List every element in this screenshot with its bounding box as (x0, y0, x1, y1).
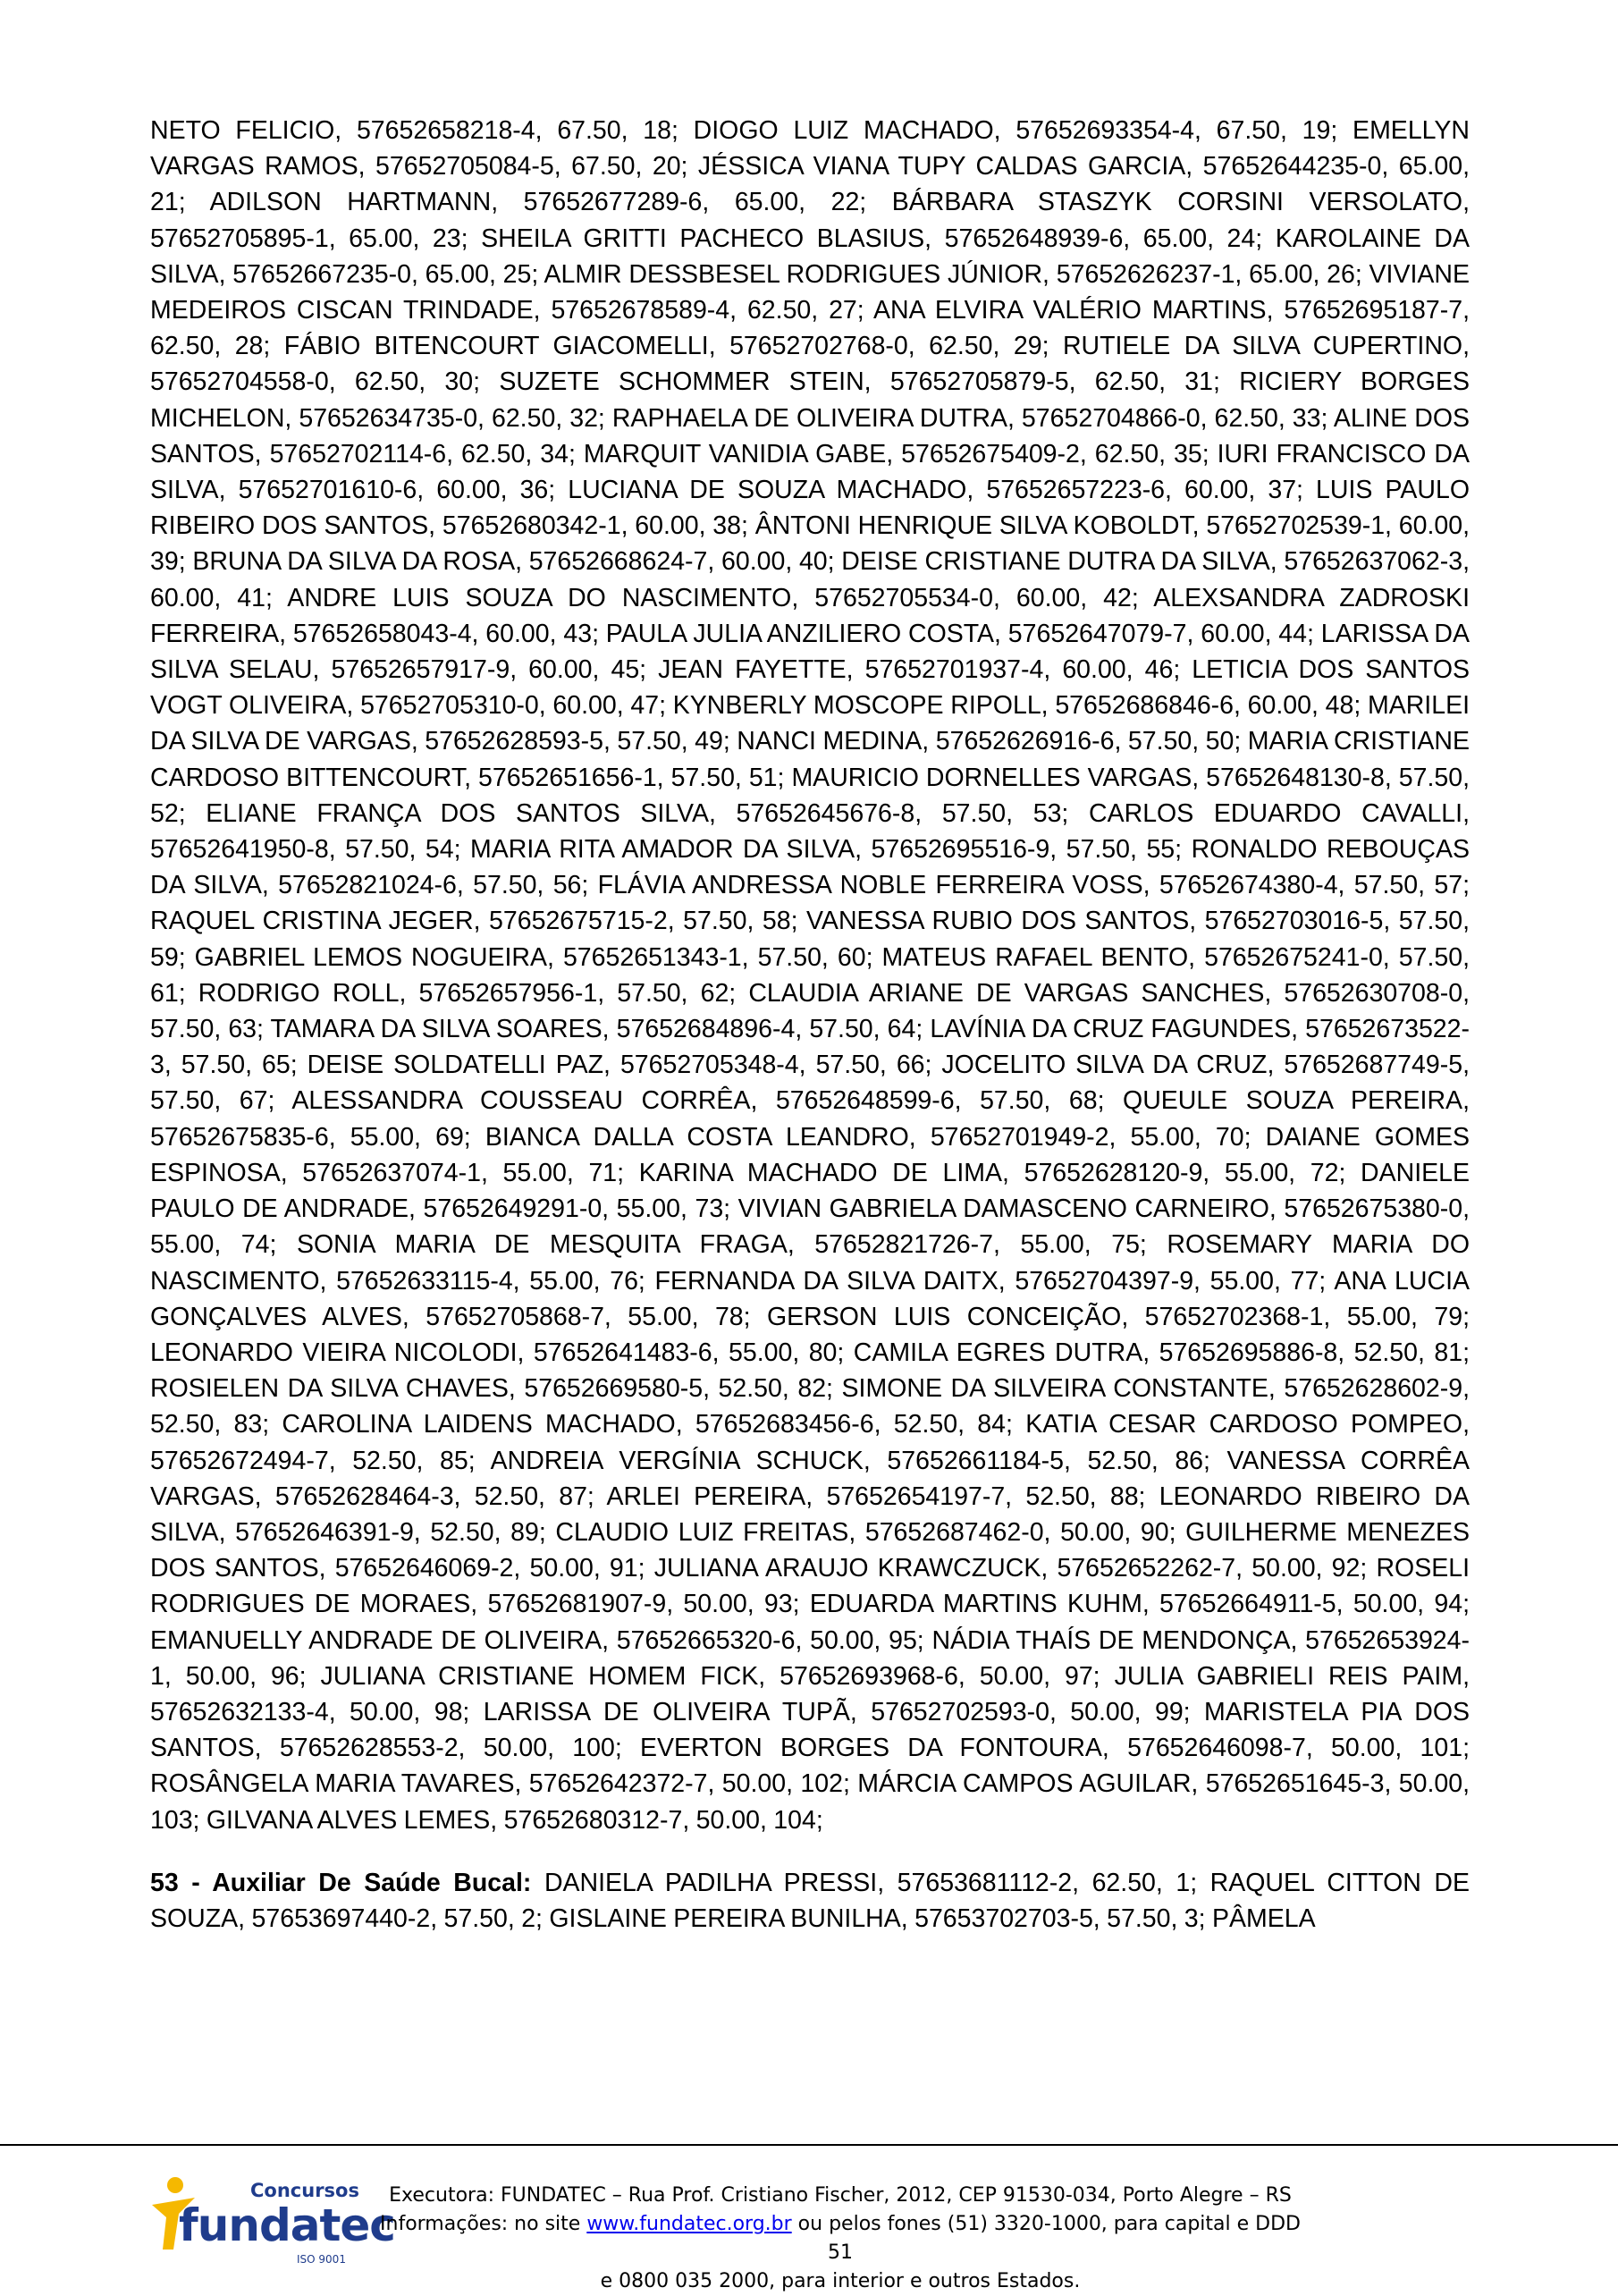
logo-fundatec-text: fundatec (179, 2199, 395, 2251)
footer-info (375, 2210, 1305, 2267)
fundatec-logo (143, 2174, 395, 2273)
footer-phones: e 0800 035 2000, para interior e outros Estados. (600, 2270, 1081, 2292)
section-candidates: DANIELA PADILHA PRESSI, 57653681112-2, 62.50, 1; RAQUEL CITTON DE SOUZA, 57653697440-2, 57.50, 2; GISLAINE PEREIRA BUNILHA, 57653702703-5, 57.50, 3; PÂMELA (150, 1868, 1470, 1933)
section-paragraph (150, 1865, 1470, 1937)
logo-iso-text: ISO 9001 (297, 2253, 346, 2266)
section-heading: 53 - Auxiliar De Saúde Bucal: (150, 1868, 532, 1897)
document-body (150, 113, 1470, 1937)
footer-info-suffix: ou pelos fones (51) 3320-1000, para capital e DDD 51 (791, 2213, 1301, 2264)
candidate-list-paragraph: NETO FELICIO, 57652658218-4, 67.50, 18; DIOGO LUIZ MACHADO, 57652693354-4, 67.50, 19; EMELLYN VARGAS RAMOS, 57652705084-5, 67.50, 20; JÉSSICA VIANA TUPY CALDAS GARCIA, 57652644235-0, 65.00, 21; ADILSON HARTMANN, 57652677289-6, 65.00, 22; BÁRBARA STASZYK CORSINI VERSOLATO, 57652705895-1, 65.00, 23; SHEILA GRITTI PACHECO BLASIUS, 57652648939-6, 65.00, 24; KAROLAINE DA SILVA, 57652667235-0, 65.00, 25; ALMIR DESSBESEL RODRIGUES JÚNIOR, 57652626237-1, 65.00, 26; VIVIANE MEDEIROS CISCAN TRINDADE, 57652678589-4, 62.50, 27; ANA ELVIRA VALÉRIO MARTINS, 57652695187-7, 62.50, 28; FÁBIO BITENCOURT GIACOMELLI, 57652702768-0, 62.50, 29; RUTIELE DA SILVA CUPERTINO, 57652704558-0, 62.50, 30; SUZETE SCHOMMER STEIN, 57652705879-5, 62.50, 31; RICIERY BORGES MICHELON, 57652634735-0, 62.50, 32; RAPHAELA DE OLIVEIRA DUTRA, 57652704866-0, 62.50, 33; ALINE DOS SANTOS, 57652702114-6, 62.50, 34; MARQUIT VANIDIA GABE, 57652675409-2, 62.50, 35; IURI FRANCISCO DA SILVA, 57652701610-6, 60.00, 36; LUCIANA DE SOUZA MACHADO, 57652657223-6, 60.00, 37; LUIS PAULO RIBEIRO DOS SANTOS, 57652680342-1, 60.00, 38; ÂNTONI HENRIQUE SILVA KOBOLDT, 57652702539-1, 60.00, 39; BRUNA DA SILVA DA ROSA, 57652668624-7, 60.00, 40; DEISE CRISTIANE DUTRA DA SILVA, 57652637062-3, 60.00, 41; ANDRE LUIS SOUZA DO NASCIMENTO, 57652705534-0, 60.00, 42; ALEXSANDRA ZADROSKI FERREIRA, 57652658043-4, 60.00, 43; PAULA JULIA ANZILIERO COSTA, 57652647079-7, 60.00, 44; LARISSA DA SILVA SELAU, 57652657917-9, 60.00, 45; JEAN FAYETTE, 57652701937-4, 60.00, 46; LETICIA DOS SANTOS VOGT OLIVEIRA, 57652705310-0, 60.00, 47; KYNBERLY MOSCOPE RIPOLL, 57652686846-6, 60.00, 48; MARILEI DA SILVA DE VARGAS, 57652628593-5, 57.50, 49; NANCI MEDINA, 57652626916-6, 57.50, 50; MARIA CRISTIANE CARDOSO BITTENCOURT, 57652651656-1, 57.50, 51; MAURICIO DORNELLES VARGAS, 57652648130-8, 57.50, 52; ELIANE FRANÇA DOS SANTOS SILVA, 57652645676-8, 57.50, 53; CARLOS EDUARDO CAVALLI, 57652641950-8, 57.50, 54; MARIA RITA AMADOR DA SILVA, 57652695516-9, 57.50, 55; RONALDO REBOUÇAS DA SILVA, 57652821024-6, 57.50, 56; FLÁVIA ANDRESSA NOBLE FERREIRA VOSS, 57652674380-4, 57.50, 57; RAQUEL CRISTINA JEGER, 57652675715-2, 57.50, 58; VANESSA RUBIO DOS SANTOS, 57652703016-5, 57.50, 59; GABRIEL LEMOS NOGUEIRA, 57652651343-1, 57.50, 60; MATEUS RAFAEL BENTO, 57652675241-0, 57.50, 61; RODRIGO ROLL, 57652657956-1, 57.50, 62; CLAUDIA ARIANE DE VARGAS SANCHES, 57652630708-0, 57.50, 63; TAMARA DA SILVA SOARES, 57652684896-4, 57.50, 64; LAVÍNIA DA CRUZ FAGUNDES, 57652673522-3, 57.50, 65; DEISE SOLDATELLI PAZ, 57652705348-4, 57.50, 66; JOCELITO SILVA DA CRUZ, 57652687749-5, 57.50, 67; ALESSANDRA COUSSEAU CORRÊA, 57652648599-6, 57.50, 68; QUEULE SOUZA PEREIRA, 57652675835-6, 55.00, 69; BIANCA DALLA COSTA LEANDRO, 57652701949-2, 55.00, 70; DAIANE GOMES ESPINOSA, 57652637074-1, 55.00, 71; KARINA MACHADO DE LIMA, 57652628120-9, 55.00, 72; DANIELE PAULO DE ANDRADE, 57652649291-0, 55.00, 73; VIVIAN GABRIELA DAMASCENO CARNEIRO, 57652675380-0, 55.00, 74; SONIA MARIA DE MESQUITA FRAGA, 57652821726-7, 55.00, 75; ROSEMARY MARIA DO NASCIMENTO, 57652633115-4, 55.00, 76; FERNANDA DA SILVA DAITX, 57652704397-9, 55.00, 77; ANA LUCIA GONÇALVES ALVES, 57652705868-7, 55.00, 78; GERSON LUIS CONCEIÇÃO, 57652702368-1, 55.00, 79; LEONARDO VIEIRA NICOLODI, 57652641483-6, 55.00, 80; CAMILA EGRES DUTRA, 57652695886-8, 52.50, 81; ROSIELEN DA SILVA CHAVES, 57652669580-5, 52.50, 82; SIMONE DA SILVEIRA CONSTANTE, 57652628602-9, 52.50, 83; CAROLINA LAIDENS MACHADO, 57652683456-6, 52.50, 84; KATIA CESAR CARDOSO POMPEO, 57652672494-7, 52.50, 85; ANDREIA VERGÍNIA SCHUCK, 57652661184-5, 52.50, 86; VANESSA CORRÊA VARGAS, 57652628464-3, 52.50, 87; ARLEI PEREIRA, 57652654197-7, 52.50, 88; LEONARDO RIBEIRO DA SILVA, 57652646391-9, 52.50, 89; CLAUDIO LUIZ FREITAS, 57652687462-0, 50.00, 90; GUILHERME MENEZES DOS SANTOS, 57652646069-2, 50.00, 91; JULIANA ARAUJO KRAWCZUCK, 57652652262-7, 50.00, 92; ROSELI RODRIGUES DE MORAES, 57652681907-9, 50.00, 93; EDUARDA MARTINS KUHM, 57652664911-5, 50.00, 94; EMANUELLY ANDRADE DE OLIVEIRA, 57652665320-6, 50.00, 95; NÁDIA THAÍS DE MENDONÇA, 57652653924-1, 50.00, 96; JULIANA CRISTIANE HOMEM FICK, 57652693968-6, 50.00, 97; JULIA GABRIELI REIS PAIM, 57652632133-4, 50.00, 98; LARISSA DE OLIVEIRA TUPÃ, 57652702593-0, 50.00, 99; MARISTELA PIA DOS SANTOS, 57652628553-2, 50.00, 100; EVERTON BORGES DA FONTOURA, 57652646098-7, 50.00, 101; ROSÂNGELA MARIA TAVARES, 57652642372-7, 50.00, 102; MÁRCIA CAMPOS AGUILAR, 57652651645-3, 50.00, 103; GILVANA ALVES LEMES, 57652680312-7, 50.00, 104; (150, 116, 1470, 1835)
footer-info-prefix: Informações: no site (380, 2213, 587, 2235)
logo-concursos-text: Concursos (250, 2180, 359, 2201)
footer-divider (0, 2144, 1618, 2146)
footer-address: Executora: FUNDATEC – Rua Prof. Cristiano Fischer, 2012, CEP 91530-034, Porto Alegre – RS (389, 2184, 1292, 2207)
footer-contact (375, 2182, 1305, 2296)
fundatec-site-link[interactable]: www.fundatec.org.br (586, 2213, 792, 2235)
